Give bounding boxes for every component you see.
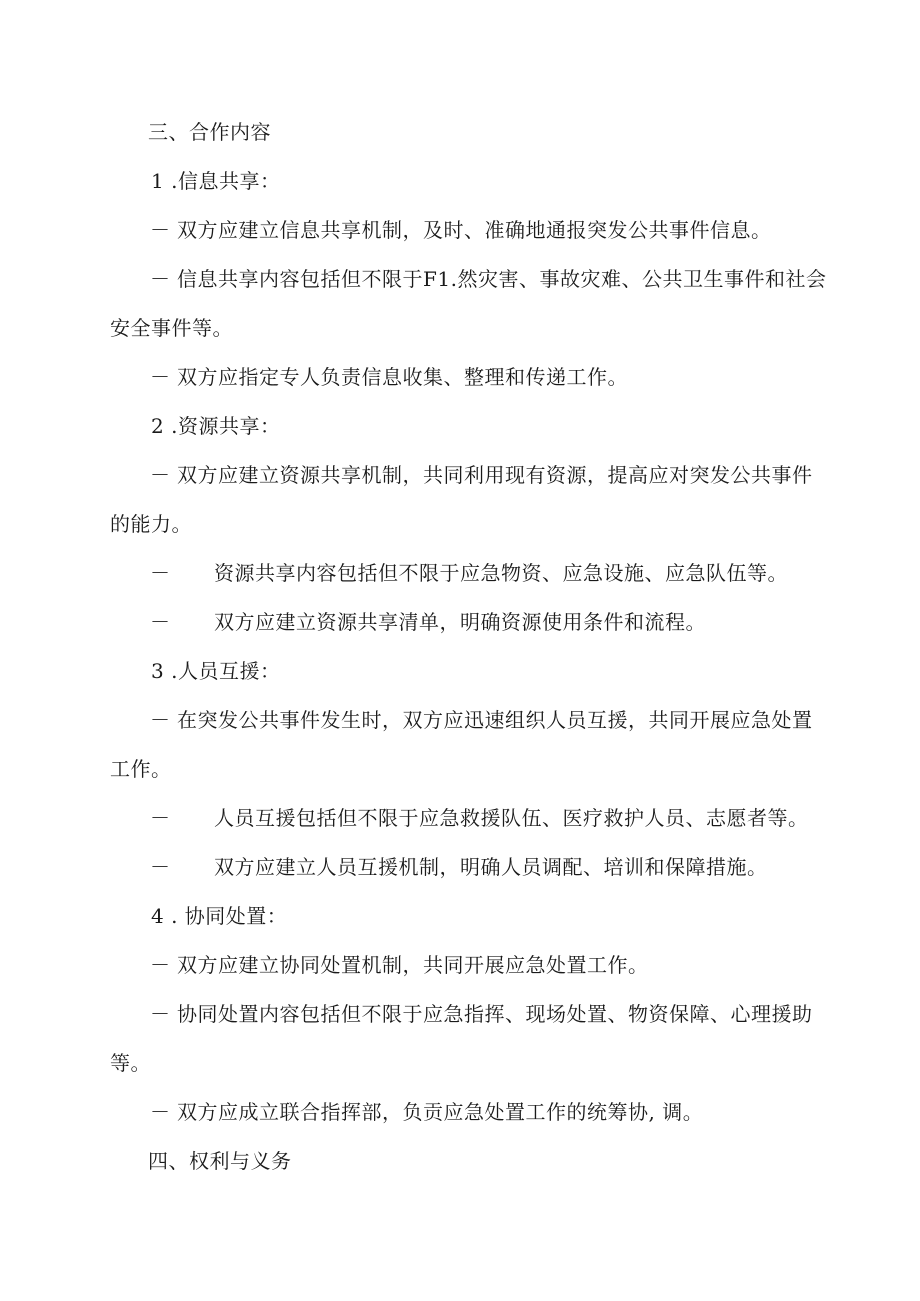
bullet-dash: － [150, 806, 170, 830]
bullet-dash: － [150, 1100, 170, 1124]
bullet-dash: － [150, 953, 170, 977]
bullet-text: 双方应建立信息共享机制，及时、准确地通报突发公共事件信息。 [177, 218, 772, 242]
bullet-dash: － [150, 1002, 170, 1026]
bullet-dash: － [150, 610, 170, 634]
bullet-dash: － [150, 463, 170, 487]
bullet-text: 双方应成立联合指挥部，负贡应急处置工作的统筹协, 调。 [177, 1100, 704, 1124]
bullet-text-continuation: 等。 [110, 1051, 151, 1075]
item-title-2: 2 .资源共享： [151, 414, 281, 438]
bullet-text: 人员互援包括但不限于应急救援队伍、医疗救护人员、志愿者等。 [214, 806, 809, 830]
bullet-text: 双方应建立资源共享清单，明确资源使用条件和流程。 [214, 610, 706, 634]
bullet-text: 双方应指定专人负责信息收集、整理和传递工作。 [177, 365, 628, 389]
bullet-dash: － [150, 218, 170, 242]
bullet-text-continuation: 安全事件等。 [110, 316, 233, 340]
bullet-dash: － [150, 561, 170, 585]
item-title-1: 1 .信息共享： [151, 169, 281, 193]
bullet-dash: － [150, 365, 170, 389]
bullet-text: 资源共享内容包括但不限于应急物资、应急设施、应急队伍等。 [214, 561, 788, 585]
section-heading-4: 四、权利与义务 [148, 1149, 292, 1173]
item-title-3: 3 .人员互援： [151, 659, 281, 683]
bullet-text-continuation: 的能力。 [110, 512, 192, 536]
item-title-4: 4 . 协同处置： [151, 904, 288, 928]
bullet-dash: － [150, 267, 170, 291]
bullet-text: 在突发公共事件发生时，双方应迅速组织人员互援，共同开展应急处置 [177, 708, 813, 732]
bullet-text-continuation: 工作。 [110, 757, 172, 781]
bullet-dash: － [150, 855, 170, 879]
bullet-text: 协同处置内容包括但不限于应急指挥、现场处置、物资保障、心理援助 [177, 1002, 813, 1026]
bullet-text: 双方应建立人员互援机制，明确人员调配、培训和保障措施。 [214, 855, 768, 879]
bullet-dash: － [150, 708, 170, 732]
section-heading-3: 三、合作内容 [148, 120, 271, 144]
bullet-text: 双方应建立协同处置机制，共同开展应急处置工作。 [177, 953, 649, 977]
bullet-text: 双方应建立资源共享机制，共同利用现有资源，提高应对突发公共事件 [177, 463, 813, 487]
bullet-text: 信息共享内容包括但不限于F1.然灾害、事故灾难、公共卫生事件和社会 [177, 267, 827, 291]
